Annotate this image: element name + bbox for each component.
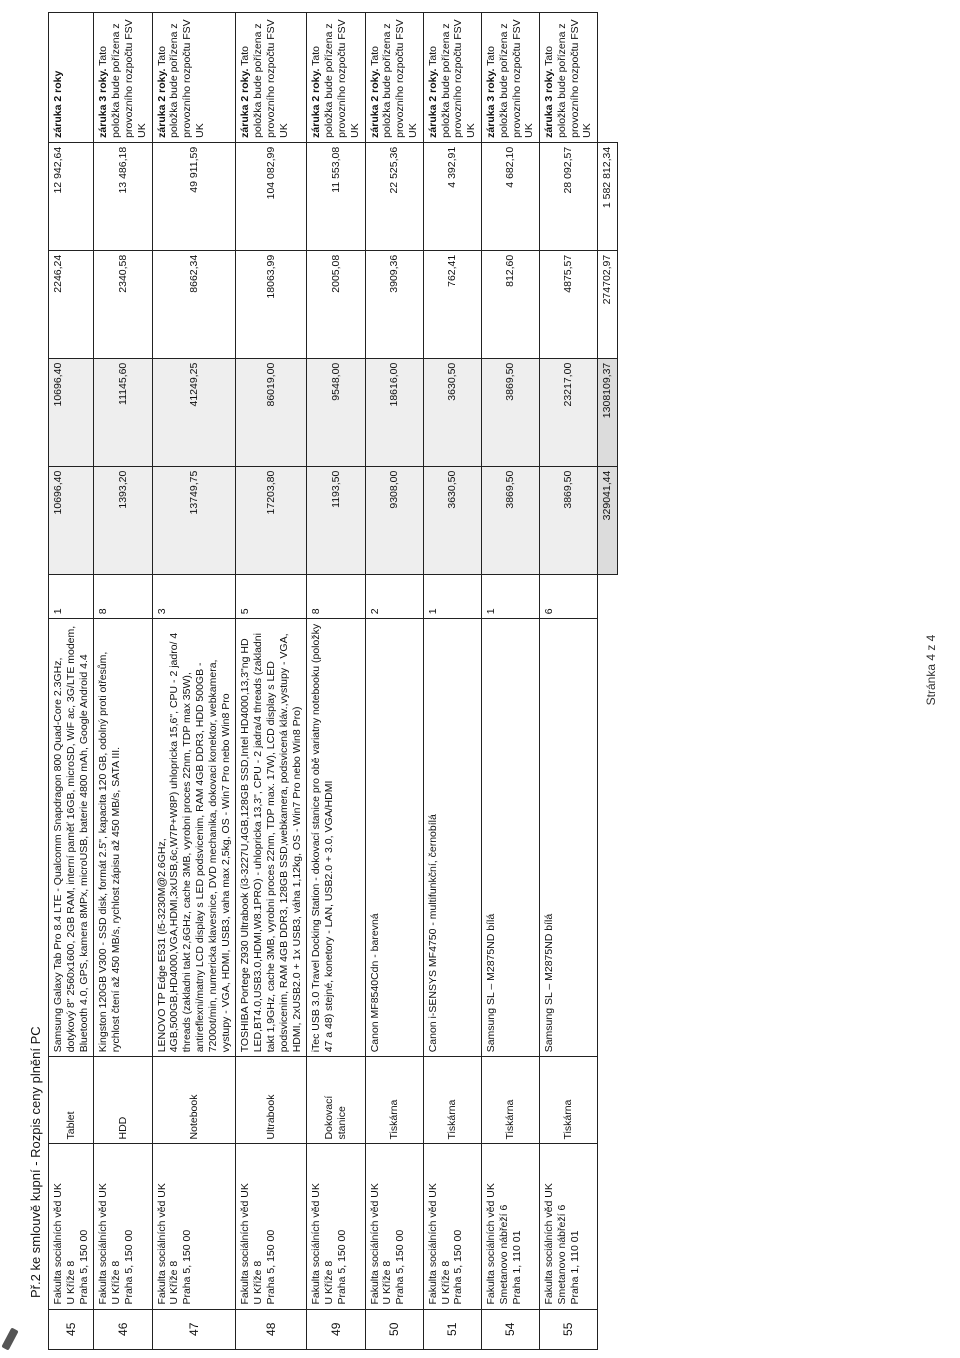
note-text: Tato položka bude pořízena z provozního rozpočtu FSV UK	[310, 19, 361, 138]
item-type: Tiskárna	[540, 1057, 598, 1144]
warranty-text: záruka 2 roky.	[310, 68, 323, 138]
address-line: Praha 5, 150 00	[122, 1229, 135, 1305]
price-table	[48, 12, 618, 1350]
vat-amount: 2340,58	[94, 250, 152, 358]
price-total: 86019,00	[236, 358, 307, 466]
punch-hole-mark	[1, 1327, 18, 1350]
price-with-vat: 104 082,99	[236, 142, 307, 250]
item-description: TOSHIBA Portege Z930 Ultrabook (i3-3227U,4GB,128GB SSD,Intel HD4000,13,3"ng HD LED,BT4.0,USB3.0,HDMI,W8.1PRO) - uhlopricka 13,3", CPU - 2 jadra/4 threads (zakladni takt 1,9GHz, cache 3MB, vyrobni proces 22nm, TDP max. 17W), LCD display s LED podsvicenim, RAM 4GB DDR3, 128GB SSD,webkamera, podsvicená kláv.,vystupy - VGA, HDMI, 2xUSB2.0 + 1x USB3, váha 1,12kg, OS - Win7 Pro nebo Win8 Pro)	[236, 619, 307, 1057]
note	[365, 13, 423, 143]
note-text: Tato položka bude pořízena z provozního rozpočtu FSV UK	[239, 19, 290, 138]
warranty-text: záruka 2 roky.	[239, 68, 252, 138]
address-line: Praha 1, 110 01	[568, 1230, 581, 1305]
warranty-text: záruka 2 roky.	[368, 68, 381, 138]
unit-price: 3869,50	[481, 466, 539, 574]
row-number: 54	[481, 1309, 539, 1349]
note-text: Tato položka bude pořízena z provozního rozpočtu FSV UK	[155, 19, 206, 138]
item-type: HDD	[94, 1057, 152, 1144]
item-description: Canon i-SENSYS MF4750 - multifunkční, černobílá	[423, 619, 481, 1057]
note-text: Tato položka bude pořízena z provozního rozpočtu FSV UK	[97, 19, 148, 138]
total-price: 1308109,37	[598, 358, 618, 466]
warranty-text: záruka 3 roky.	[97, 68, 110, 138]
address-line: U Kříže 8	[64, 1260, 77, 1305]
address-line: Smetanovo nábřeží 6	[555, 1204, 568, 1305]
row-number: 51	[423, 1309, 481, 1349]
vat-amount: 8662,34	[152, 250, 236, 358]
row-number: 47	[152, 1309, 236, 1349]
warranty-text: záruka 2 roky.	[426, 68, 439, 138]
table-row	[94, 13, 152, 1350]
price-total: 9548,00	[307, 358, 365, 466]
quantity: 5	[236, 574, 307, 619]
vat-amount: 762,41	[423, 250, 481, 358]
address-line: Praha 5, 150 00	[264, 1229, 277, 1305]
price-with-vat: 12 942,64	[49, 142, 94, 250]
item-description: Samsung SL – M2875ND bílá	[481, 619, 539, 1057]
quantity: 6	[540, 574, 598, 619]
note-text: záruka 2 roky	[52, 70, 64, 138]
quantity: 8	[94, 574, 152, 619]
note	[49, 13, 94, 143]
price-total: 23217,00	[540, 358, 598, 466]
address-line: Fakulta sociálních věd UK	[52, 1183, 64, 1305]
item-type: Tiskárna	[423, 1057, 481, 1144]
price-with-vat: 4 392,91	[423, 142, 481, 250]
address-line: Praha 5, 150 00	[394, 1229, 407, 1305]
address-line: Smetanovo nábřeží 6	[497, 1204, 510, 1305]
delivery-address	[49, 1144, 94, 1309]
delivery-address	[540, 1144, 598, 1309]
address-line: Fakulta sociálních věd UK	[310, 1183, 323, 1305]
note-text: Tato položka bude pořízena z provozního rozpočtu FSV UK	[484, 19, 536, 138]
item-description: LENOVO TP Edge E531 (i5-3230M@2.6GHz, 4GB,500GB,HD4000,VGA,HDMI,3xUSB,6c,W7P+W8P) uhlopricka 15,6", CPU - 2 jadro/ 4 threads (zakladni takt 2,6GHz, cache 3MB, vyrobni proces 22nm, TDP max 35W), antireflexni/matny LCD display s LED podsvicenim, RAM 4GB DDR3, HDD 500GB - 7200ot/min, numericka klavesnice, DVD mechanika, dokovaci konektor, webkamera, vystupy - VGA, HDMI, USB3, vaha max 2,5kg, OS - Win7 Pro nebo Win8 Pro	[152, 619, 236, 1057]
note	[307, 13, 365, 143]
quantity: 1	[49, 574, 94, 619]
item-description: iTec USB 3.0 Travel Docking Station - dokovací stanice pro obě variatny notebooku (položky 47 a 48) stejné, konetory - LAN, USB2.0 + 3.0, VGA/HDMI	[307, 619, 365, 1057]
unit-price: 17203,80	[236, 466, 307, 574]
address-line: U Kříže 8	[252, 1260, 265, 1305]
item-type: Tiskárna	[365, 1057, 423, 1144]
quantity: 2	[365, 574, 423, 619]
address-line: Fakulta sociálních věd UK	[155, 1183, 168, 1305]
unit-price: 1193,50	[307, 466, 365, 574]
warranty-text: záruka 3 roky.	[543, 68, 556, 138]
row-number: 50	[365, 1309, 423, 1349]
delivery-address	[236, 1144, 307, 1309]
note	[423, 13, 481, 143]
address-line: Fakulta sociálních věd UK	[239, 1183, 252, 1305]
item-type: Ultrabook	[236, 1057, 307, 1144]
address-line: U Kříže 8	[439, 1260, 452, 1305]
vat-amount: 18063,99	[236, 250, 307, 358]
address-line: Fakulta sociálních věd UK	[97, 1183, 110, 1305]
address-line: Praha 5, 150 00	[77, 1229, 90, 1305]
delivery-address	[94, 1144, 152, 1309]
address-line: U Kříže 8	[323, 1260, 336, 1305]
price-total: 18616,00	[365, 358, 423, 466]
item-type: Tiskárna	[481, 1057, 539, 1144]
table-row	[307, 13, 365, 1350]
unit-price: 3630,50	[423, 466, 481, 574]
address-line: Fakulta sociálních věd UK	[368, 1183, 381, 1305]
page-number: Stránka 4 z 4	[924, 634, 938, 706]
price-with-vat: 13 486,18	[94, 142, 152, 250]
address-line: U Kříže 8	[168, 1260, 181, 1305]
delivery-address	[423, 1144, 481, 1309]
item-type: Dokovací stanice	[307, 1057, 365, 1144]
total-vat: 274702,97	[598, 250, 618, 358]
item-type: Tablet	[49, 1057, 94, 1144]
table-row	[365, 13, 423, 1350]
warranty-text: záruka 2 roky.	[155, 68, 168, 138]
row-number: 48	[236, 1309, 307, 1349]
item-description: Kingston 120GB V300 - SSD disk, formát 2.5", kapacita 120 GB, odolný proti otřesům, rychlost čtení až 450 MB/s, rychlost zápisu až 450 MB/s, SATA III.	[94, 619, 152, 1057]
address-line: Fakulta sociálních věd UK	[484, 1183, 497, 1305]
unit-price: 9308,00	[365, 466, 423, 574]
table-row	[540, 13, 598, 1350]
unit-price: 3869,50	[540, 466, 598, 574]
price-total: 3869,50	[481, 358, 539, 466]
note-text: Tato položka bude pořízena z provozního rozpočtu FSV UK	[543, 19, 594, 138]
address-line: Fakulta sociálních věd UK	[543, 1183, 556, 1305]
vat-amount: 3909,36	[365, 250, 423, 358]
item-description: Canon MF8540Cdn - barevná	[365, 619, 423, 1057]
price-with-vat: 28 092,57	[540, 142, 598, 250]
vat-amount: 4875,57	[540, 250, 598, 358]
row-number: 49	[307, 1309, 365, 1349]
note-text: Tato položka bude pořízena z provozního rozpočtu FSV UK	[368, 19, 419, 138]
address-line: Praha 5, 150 00	[181, 1229, 194, 1305]
quantity: 1	[423, 574, 481, 619]
quantity: 8	[307, 574, 365, 619]
address-line: Praha 5, 150 00	[452, 1229, 465, 1305]
price-with-vat: 11 553,08	[307, 142, 365, 250]
price-with-vat: 4 682,10	[481, 142, 539, 250]
row-number: 45	[49, 1309, 94, 1349]
price-total: 10696,40	[49, 358, 94, 466]
note	[540, 13, 598, 143]
address-line: Praha 5, 150 00	[335, 1229, 348, 1305]
note	[152, 13, 236, 143]
row-number: 46	[94, 1309, 152, 1349]
total-price-with-vat: 1 582 812,34	[598, 142, 618, 250]
vat-amount: 2005,08	[307, 250, 365, 358]
item-description: Samsung SL – M2875ND bílá	[540, 619, 598, 1057]
page-title: Př.2 ke smlouvě kupní - Rozpis ceny plnění PC	[28, 1026, 43, 1298]
delivery-address	[365, 1144, 423, 1309]
address-line: U Kříže 8	[110, 1260, 123, 1305]
item-type: Notebook	[152, 1057, 236, 1144]
table-row	[481, 13, 539, 1350]
price-with-vat: 22 525,36	[365, 142, 423, 250]
note	[236, 13, 307, 143]
price-with-vat: 49 911,59	[152, 142, 236, 250]
table-row	[423, 13, 481, 1350]
table-row	[236, 13, 307, 1350]
table-row	[152, 13, 236, 1350]
total-unit-price: 329041,44	[598, 466, 618, 574]
quantity: 3	[152, 574, 236, 619]
totals-row	[598, 13, 618, 1350]
price-total: 3630,50	[423, 358, 481, 466]
note	[94, 13, 152, 143]
row-number: 55	[540, 1309, 598, 1349]
note-text: Tato položka bude pořízena z provozního rozpočtu FSV UK	[426, 19, 478, 138]
unit-price: 13749,75	[152, 466, 236, 574]
item-description: Samsung Galaxy Tab Pro 8.4 LTE - Qualcomm Snapdragon 800 Quad-Core 2.3GHz, dotykový 8" 2560x1600, 2GB RAM, interní paměť 16GB, microSD, WiF ac, 3G/LTE modem, Bluetooth 4.0, GPS, kamera 8MPx, microUSB, baterie 4800 mAh, Google Android 4.4	[49, 619, 94, 1057]
delivery-address	[481, 1144, 539, 1309]
note	[481, 13, 539, 143]
delivery-address	[152, 1144, 236, 1309]
address-line: Praha 1, 110 01	[510, 1230, 523, 1305]
vat-amount: 2246,24	[49, 250, 94, 358]
warranty-text: záruka 3 roky.	[484, 68, 497, 138]
vat-amount: 812,60	[481, 250, 539, 358]
delivery-address	[307, 1144, 365, 1309]
address-line: Fakulta sociálních věd UK	[426, 1183, 439, 1305]
price-total: 41249,25	[152, 358, 236, 466]
address-line: U Kříže 8	[381, 1260, 394, 1305]
table-row	[49, 13, 94, 1350]
unit-price: 10696,40	[49, 466, 94, 574]
quantity: 1	[481, 574, 539, 619]
unit-price: 1393,20	[94, 466, 152, 574]
price-total: 11145,60	[94, 358, 152, 466]
